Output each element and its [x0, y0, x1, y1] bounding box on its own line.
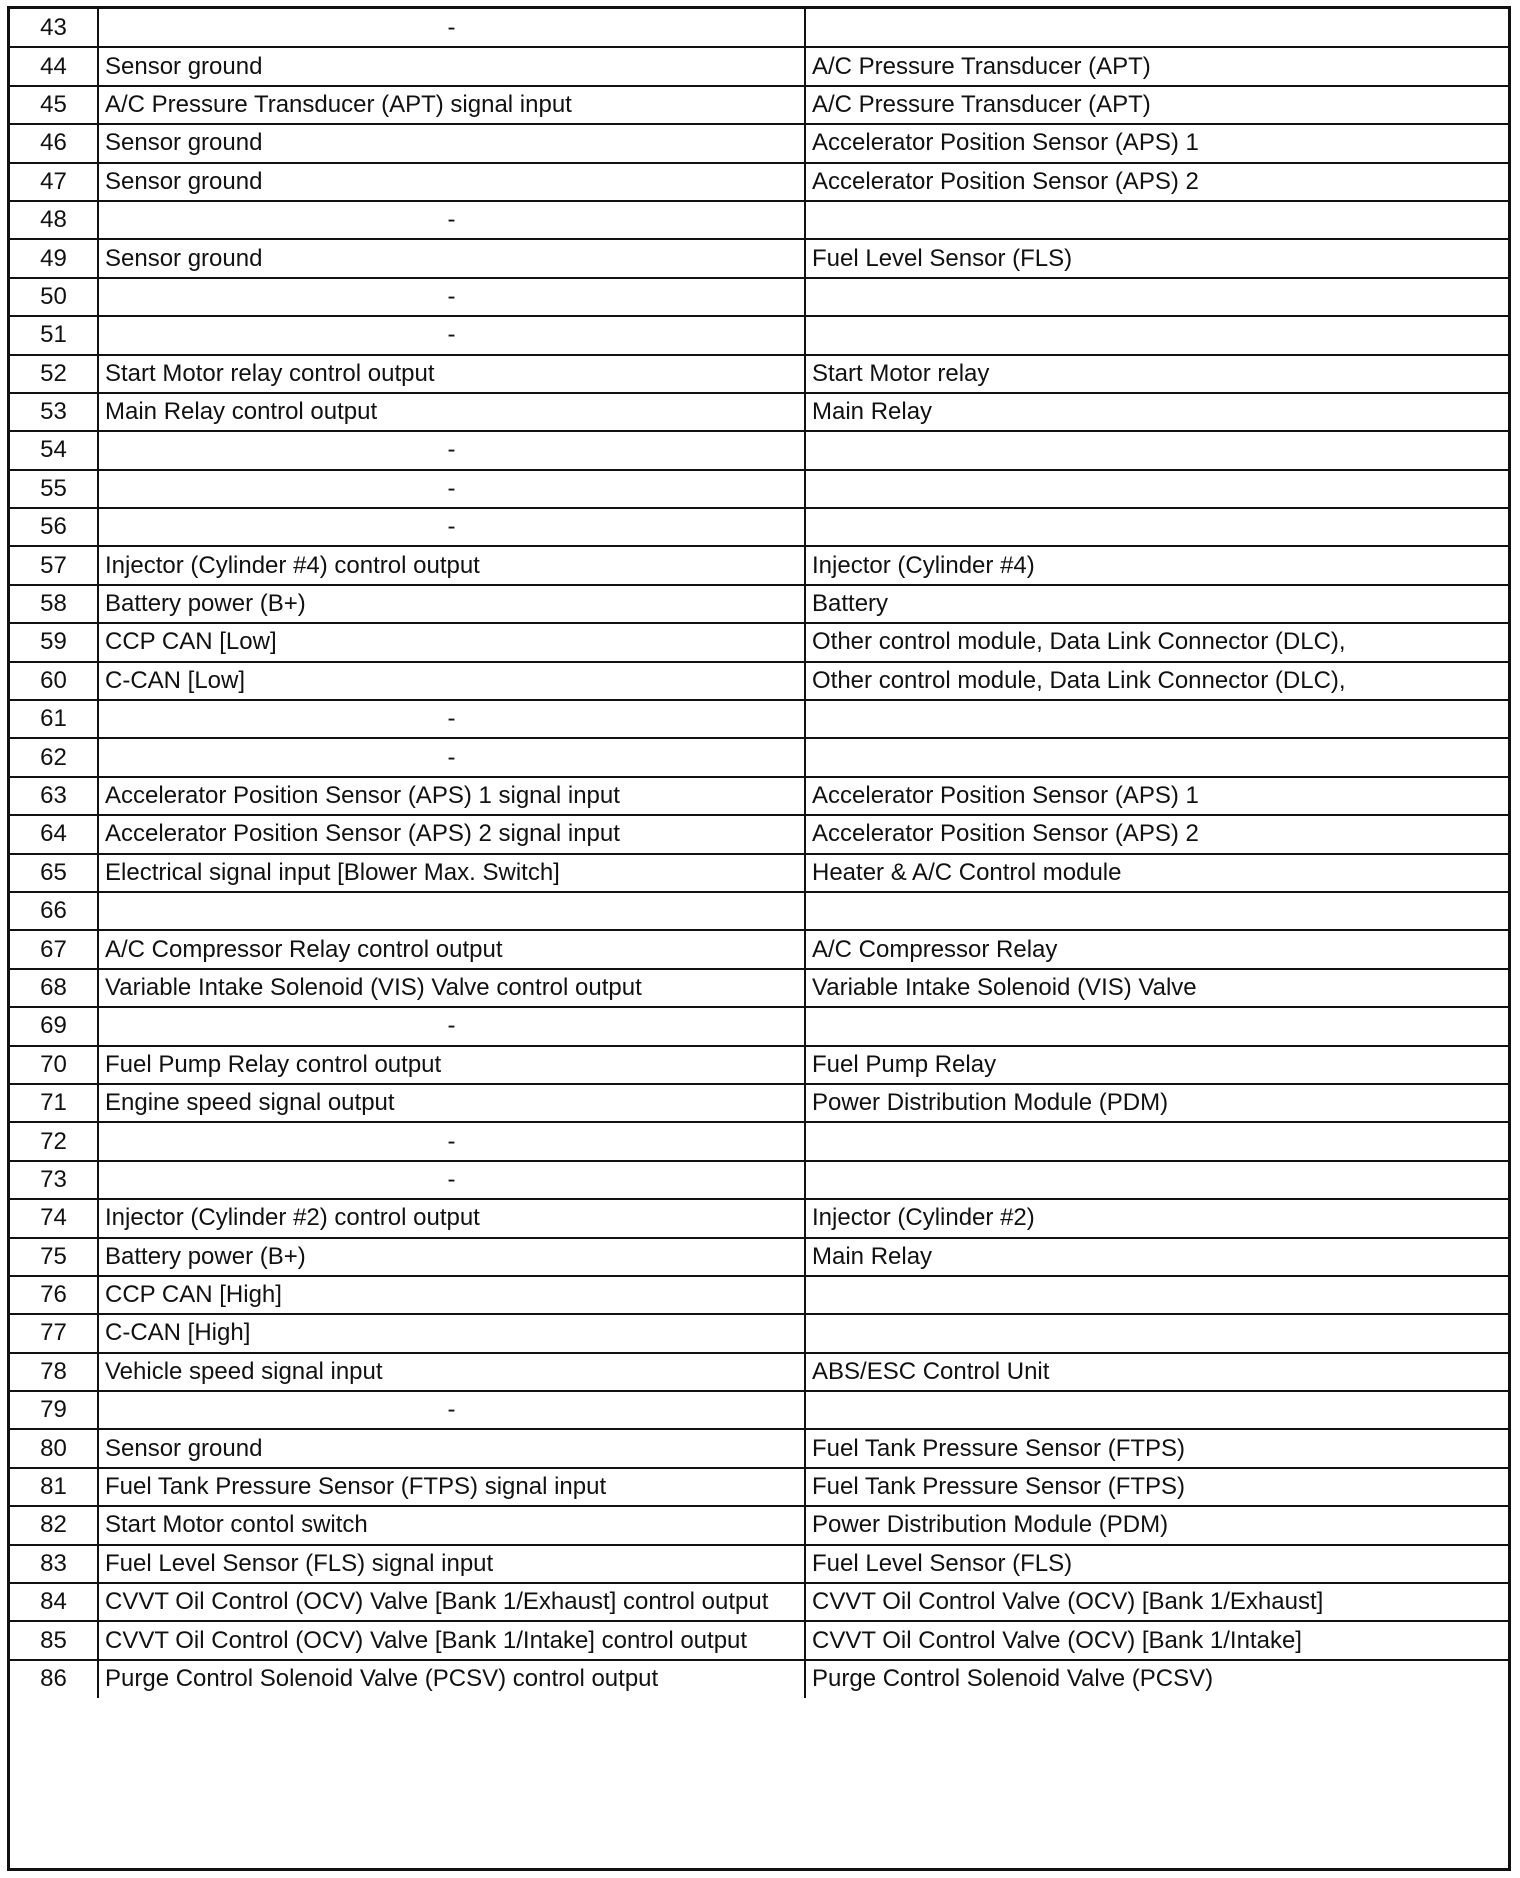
connected-to-cell — [805, 201, 1508, 239]
description-cell: Electrical signal input [Blower Max. Switch] — [98, 854, 805, 892]
description-cell: - — [98, 1161, 805, 1199]
table-row — [10, 700, 1508, 738]
connected-to-cell — [805, 738, 1508, 776]
description-cell: Sensor ground — [98, 124, 805, 162]
connected-to-cell: CVVT Oil Control Valve (OCV) [Bank 1/Exhaust] — [805, 1583, 1508, 1621]
connected-to-cell: Power Distribution Module (PDM) — [805, 1506, 1508, 1544]
table-row — [10, 278, 1508, 316]
description-cell: - — [98, 431, 805, 469]
pin-number-cell: 72 — [10, 1122, 98, 1160]
description-cell: Vehicle speed signal input — [98, 1353, 805, 1391]
table-row — [10, 316, 1508, 354]
pin-number-cell: 82 — [10, 1506, 98, 1544]
table-row — [10, 1161, 1508, 1199]
description-cell: Sensor ground — [98, 163, 805, 201]
table-row — [10, 546, 1508, 584]
table-row — [10, 1429, 1508, 1467]
connected-to-cell: Main Relay — [805, 1238, 1508, 1276]
connected-to-cell: Variable Intake Solenoid (VIS) Valve — [805, 969, 1508, 1007]
connected-to-cell: Other control module, Data Link Connector (DLC), — [805, 623, 1508, 661]
connected-to-cell: Fuel Level Sensor (FLS) — [805, 1545, 1508, 1583]
table-row — [10, 969, 1508, 1007]
description-cell: Injector (Cylinder #2) control output — [98, 1199, 805, 1237]
description-cell: - — [98, 1391, 805, 1429]
pin-number-cell: 47 — [10, 163, 98, 201]
connected-to-cell: Injector (Cylinder #2) — [805, 1199, 1508, 1237]
connected-to-cell — [805, 9, 1508, 47]
connected-to-cell — [805, 1161, 1508, 1199]
pin-number-cell: 48 — [10, 201, 98, 239]
table-row — [10, 431, 1508, 469]
table-row — [10, 623, 1508, 661]
pin-number-cell: 54 — [10, 431, 98, 469]
table-row — [10, 1353, 1508, 1391]
connected-to-cell: Battery — [805, 585, 1508, 623]
description-cell: Start Motor contol switch — [98, 1506, 805, 1544]
description-cell: A/C Pressure Transducer (APT) signal input — [98, 86, 805, 124]
table-row — [10, 930, 1508, 968]
description-cell: Battery power (B+) — [98, 585, 805, 623]
pin-number-cell: 81 — [10, 1468, 98, 1506]
pin-number-cell: 46 — [10, 124, 98, 162]
pin-number-cell: 55 — [10, 470, 98, 508]
description-cell: Injector (Cylinder #4) control output — [98, 546, 805, 584]
description-cell: Sensor ground — [98, 239, 805, 277]
connected-to-cell — [805, 431, 1508, 469]
table-row — [10, 47, 1508, 85]
pin-number-cell: 84 — [10, 1583, 98, 1621]
description-cell: Battery power (B+) — [98, 1238, 805, 1276]
connected-to-cell: Accelerator Position Sensor (APS) 2 — [805, 163, 1508, 201]
table-row — [10, 86, 1508, 124]
connected-to-cell — [805, 1122, 1508, 1160]
table-row — [10, 1660, 1508, 1698]
table-row — [10, 201, 1508, 239]
connected-to-cell — [805, 1276, 1508, 1314]
description-cell: Fuel Tank Pressure Sensor (FTPS) signal input — [98, 1468, 805, 1506]
pin-number-cell: 78 — [10, 1353, 98, 1391]
description-cell: - — [98, 278, 805, 316]
connected-to-cell: Heater & A/C Control module — [805, 854, 1508, 892]
table-row — [10, 1276, 1508, 1314]
table-row — [10, 1545, 1508, 1583]
connected-to-cell — [805, 316, 1508, 354]
table-row — [10, 1506, 1508, 1544]
connected-to-cell: Start Motor relay — [805, 355, 1508, 393]
pin-number-cell: 63 — [10, 777, 98, 815]
table-row — [10, 508, 1508, 546]
pin-number-cell: 75 — [10, 1238, 98, 1276]
pin-number-cell: 76 — [10, 1276, 98, 1314]
pin-number-cell: 65 — [10, 854, 98, 892]
table-row — [10, 163, 1508, 201]
table-row — [10, 1199, 1508, 1237]
connected-to-cell — [805, 1391, 1508, 1429]
pin-number-cell: 67 — [10, 930, 98, 968]
connected-to-cell: A/C Compressor Relay — [805, 930, 1508, 968]
connected-to-cell: Fuel Pump Relay — [805, 1046, 1508, 1084]
description-cell: Purge Control Solenoid Valve (PCSV) control output — [98, 1660, 805, 1698]
connected-to-cell: ABS/ESC Control Unit — [805, 1353, 1508, 1391]
connected-to-cell — [805, 508, 1508, 546]
connected-to-cell — [805, 1314, 1508, 1352]
table-row — [10, 662, 1508, 700]
table-row — [10, 1084, 1508, 1122]
description-cell: Start Motor relay control output — [98, 355, 805, 393]
table-row — [10, 355, 1508, 393]
description-cell: Main Relay control output — [98, 393, 805, 431]
pin-number-cell: 66 — [10, 892, 98, 930]
table-row — [10, 393, 1508, 431]
pin-table — [10, 9, 1508, 1698]
description-cell: Engine speed signal output — [98, 1084, 805, 1122]
table-row — [10, 738, 1508, 776]
description-cell: CVVT Oil Control (OCV) Valve [Bank 1/Exhaust] control output — [98, 1583, 805, 1621]
connected-to-cell: Power Distribution Module (PDM) — [805, 1084, 1508, 1122]
pin-number-cell: 83 — [10, 1545, 98, 1583]
pin-number-cell: 80 — [10, 1429, 98, 1467]
connected-to-cell: Fuel Tank Pressure Sensor (FTPS) — [805, 1429, 1508, 1467]
pin-number-cell: 58 — [10, 585, 98, 623]
description-cell: Accelerator Position Sensor (APS) 2 signal input — [98, 815, 805, 853]
connected-to-cell: Main Relay — [805, 393, 1508, 431]
connected-to-cell: Other control module, Data Link Connector (DLC), — [805, 662, 1508, 700]
table-row — [10, 9, 1508, 47]
connected-to-cell: A/C Pressure Transducer (APT) — [805, 86, 1508, 124]
table-row — [10, 1122, 1508, 1160]
description-cell: CCP CAN [High] — [98, 1276, 805, 1314]
connected-to-cell: Accelerator Position Sensor (APS) 1 — [805, 777, 1508, 815]
connected-to-cell: Accelerator Position Sensor (APS) 1 — [805, 124, 1508, 162]
description-cell: Sensor ground — [98, 1429, 805, 1467]
pin-number-cell: 45 — [10, 86, 98, 124]
pin-number-cell: 57 — [10, 546, 98, 584]
description-cell: A/C Compressor Relay control output — [98, 930, 805, 968]
table-row — [10, 854, 1508, 892]
connected-to-cell: A/C Pressure Transducer (APT) — [805, 47, 1508, 85]
connected-to-cell — [805, 892, 1508, 930]
description-cell: C-CAN [High] — [98, 1314, 805, 1352]
pin-number-cell: 53 — [10, 393, 98, 431]
pin-number-cell: 56 — [10, 508, 98, 546]
pin-table-frame — [7, 6, 1511, 1871]
table-row — [10, 1583, 1508, 1621]
pin-number-cell: 74 — [10, 1199, 98, 1237]
pin-number-cell: 70 — [10, 1046, 98, 1084]
description-cell: Variable Intake Solenoid (VIS) Valve control output — [98, 969, 805, 1007]
description-cell: Fuel Level Sensor (FLS) signal input — [98, 1545, 805, 1583]
pin-number-cell: 73 — [10, 1161, 98, 1199]
pin-number-cell: 69 — [10, 1007, 98, 1045]
description-cell: - — [98, 700, 805, 738]
table-row — [10, 585, 1508, 623]
pin-number-cell: 49 — [10, 239, 98, 277]
description-cell: Fuel Pump Relay control output — [98, 1046, 805, 1084]
connected-to-cell — [805, 1007, 1508, 1045]
pin-number-cell: 50 — [10, 278, 98, 316]
pin-number-cell: 44 — [10, 47, 98, 85]
description-cell: - — [98, 9, 805, 47]
table-row — [10, 892, 1508, 930]
connected-to-cell — [805, 278, 1508, 316]
connected-to-cell — [805, 470, 1508, 508]
description-cell: - — [98, 508, 805, 546]
table-row — [10, 1007, 1508, 1045]
pin-table-body — [10, 9, 1508, 1698]
pin-number-cell: 59 — [10, 623, 98, 661]
pin-number-cell: 52 — [10, 355, 98, 393]
description-cell: - — [98, 738, 805, 776]
description-cell: CCP CAN [Low] — [98, 623, 805, 661]
description-cell: Accelerator Position Sensor (APS) 1 signal input — [98, 777, 805, 815]
pin-number-cell: 77 — [10, 1314, 98, 1352]
description-cell: - — [98, 201, 805, 239]
table-row — [10, 1314, 1508, 1352]
connected-to-cell: Accelerator Position Sensor (APS) 2 — [805, 815, 1508, 853]
description-cell: - — [98, 1122, 805, 1160]
table-row — [10, 1046, 1508, 1084]
connected-to-cell: Fuel Tank Pressure Sensor (FTPS) — [805, 1468, 1508, 1506]
pin-number-cell: 71 — [10, 1084, 98, 1122]
pin-number-cell: 61 — [10, 700, 98, 738]
pin-number-cell: 86 — [10, 1660, 98, 1698]
table-row — [10, 1621, 1508, 1659]
connected-to-cell: CVVT Oil Control Valve (OCV) [Bank 1/Intake] — [805, 1621, 1508, 1659]
table-row — [10, 777, 1508, 815]
table-row — [10, 124, 1508, 162]
description-cell: Sensor ground — [98, 47, 805, 85]
table-row — [10, 1391, 1508, 1429]
pin-number-cell: 60 — [10, 662, 98, 700]
pin-number-cell: 64 — [10, 815, 98, 853]
pin-number-cell: 68 — [10, 969, 98, 1007]
table-row — [10, 470, 1508, 508]
description-cell: CVVT Oil Control (OCV) Valve [Bank 1/Intake] control output — [98, 1621, 805, 1659]
description-cell: - — [98, 1007, 805, 1045]
table-row — [10, 239, 1508, 277]
pin-number-cell: 85 — [10, 1621, 98, 1659]
table-row — [10, 815, 1508, 853]
description-cell — [98, 892, 805, 930]
connected-to-cell: Injector (Cylinder #4) — [805, 546, 1508, 584]
pin-number-cell: 79 — [10, 1391, 98, 1429]
description-cell: C-CAN [Low] — [98, 662, 805, 700]
description-cell: - — [98, 316, 805, 354]
table-row — [10, 1238, 1508, 1276]
connected-to-cell — [805, 700, 1508, 738]
pin-number-cell: 43 — [10, 9, 98, 47]
pin-number-cell: 62 — [10, 738, 98, 776]
connected-to-cell: Purge Control Solenoid Valve (PCSV) — [805, 1660, 1508, 1698]
description-cell: - — [98, 470, 805, 508]
table-row — [10, 1468, 1508, 1506]
pin-number-cell: 51 — [10, 316, 98, 354]
connected-to-cell: Fuel Level Sensor (FLS) — [805, 239, 1508, 277]
